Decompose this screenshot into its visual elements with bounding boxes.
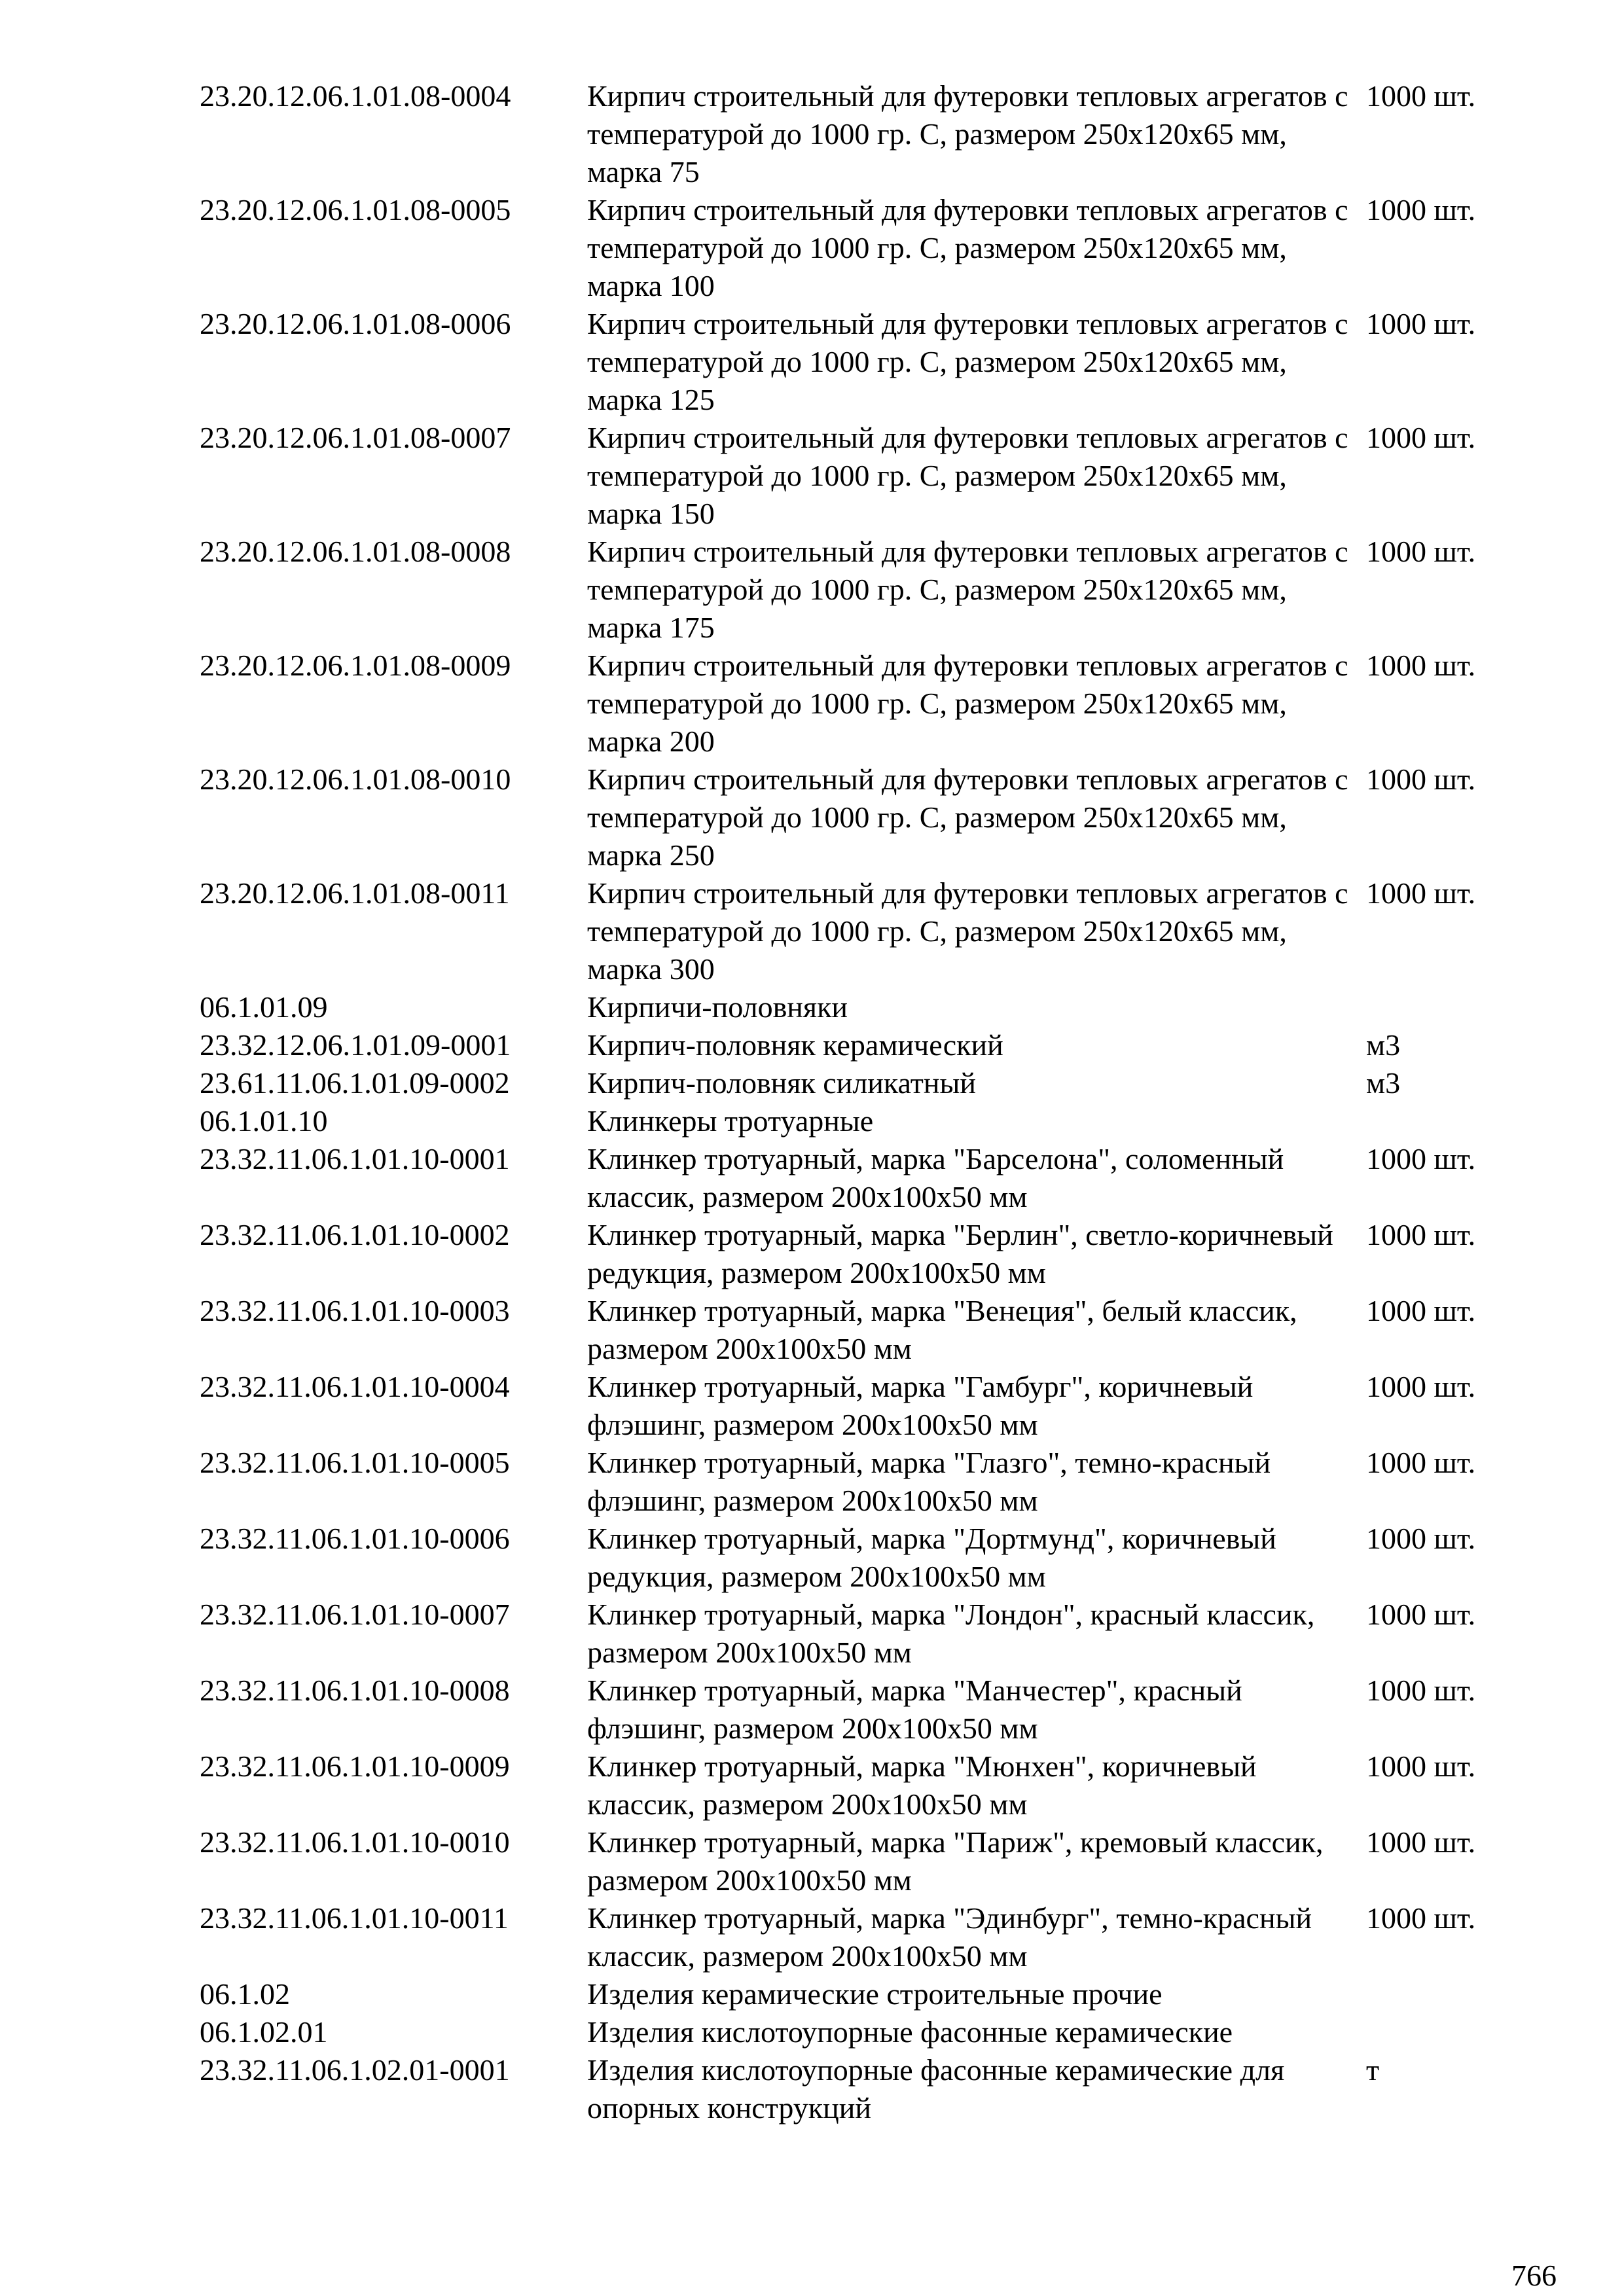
list-item (200, 533, 1502, 647)
list-item (200, 988, 1502, 1026)
item-code: 06.1.01.10 (200, 1104, 328, 1138)
item-unit: 1000 шт. (1366, 1370, 1476, 1403)
item-code: 23.32.11.06.1.01.10-0008 (200, 1674, 510, 1707)
item-name: Клинкер тротуарный, марка "Лондон", красный классик, размером 200х100х50 мм (587, 1598, 1315, 1669)
item-unit: 1000 шт. (1366, 421, 1476, 454)
item-code: 23.32.11.06.1.01.10-0002 (200, 1218, 510, 1251)
item-unit: 1000 шт. (1366, 1142, 1476, 1175)
item-code: 23.20.12.06.1.01.08-0010 (200, 762, 511, 796)
item-code: 23.32.11.06.1.01.10-0005 (200, 1446, 510, 1479)
item-name: Кирпич строительный для футеровки тепловых агрегатов с температурой до 1000 гр. С, размером 250х120х65 мм, марка 250 (587, 762, 1348, 872)
item-code: 23.32.11.06.1.01.10-0009 (200, 1749, 510, 1783)
item-name: Кирпич строительный для футеровки тепловых агрегатов с температурой до 1000 гр. С, размером 250х120х65 мм, марка 125 (587, 307, 1348, 416)
item-unit: 1000 шт. (1366, 1749, 1476, 1783)
item-code: 06.1.01.09 (200, 990, 328, 1024)
material-list (200, 77, 1502, 2127)
item-name: Изделия кислотоупорные фасонные керамические (587, 2015, 1233, 2049)
item-code: 23.32.11.06.1.01.10-0004 (200, 1370, 510, 1403)
item-code: 23.32.11.06.1.01.10-0007 (200, 1598, 510, 1631)
item-name: Клинкер тротуарный, марка "Глазго", темно-красный флэшинг, размером 200х100х50 мм (587, 1446, 1271, 1517)
item-code: 23.32.11.06.1.01.10-0003 (200, 1294, 510, 1327)
item-name: Клинкер тротуарный, марка "Париж", кремовый классик, размером 200х100х50 мм (587, 1825, 1324, 1897)
list-item (200, 1823, 1502, 1899)
list-item (200, 1899, 1502, 1975)
item-unit: 1000 шт. (1366, 535, 1476, 568)
list-item (200, 874, 1502, 988)
item-name: Кирпичи-половняки (587, 990, 848, 1024)
item-code: 23.32.11.06.1.01.10-0001 (200, 1142, 510, 1175)
item-unit: 1000 шт. (1366, 1218, 1476, 1251)
item-code: 23.32.11.06.1.01.10-0006 (200, 1522, 510, 1555)
list-item (200, 77, 1502, 191)
item-unit: м3 (1366, 1066, 1401, 1100)
item-unit: 1000 шт. (1366, 1674, 1476, 1707)
item-code: 23.20.12.06.1.01.08-0009 (200, 649, 511, 682)
item-name: Клинкер тротуарный, марка "Барселона", соломенный классик, размером 200х100х50 мм (587, 1142, 1284, 1213)
item-unit: 1000 шт. (1366, 1294, 1476, 1327)
item-code: 23.20.12.06.1.01.08-0008 (200, 535, 511, 568)
item-name: Клинкер тротуарный, марка "Венеция", белый классик, размером 200х100х50 мм (587, 1294, 1297, 1365)
item-name: Клинкер тротуарный, марка "Дортмунд", коричневый редукция, размером 200х100х50 мм (587, 1522, 1276, 1593)
item-code: 23.20.12.06.1.01.08-0006 (200, 307, 511, 340)
list-item (200, 1026, 1502, 1064)
item-unit: 1000 шт. (1366, 1825, 1476, 1859)
list-item (200, 1748, 1502, 1823)
item-name: Кирпич строительный для футеровки тепловых агрегатов с температурой до 1000 гр. С, размером 250х120х65 мм, марка 300 (587, 876, 1348, 986)
list-item (200, 2051, 1502, 2127)
item-unit: 1000 шт. (1366, 1446, 1476, 1479)
list-item (200, 2013, 1502, 2051)
item-unit: 1000 шт. (1366, 1598, 1476, 1631)
list-item (200, 1444, 1502, 1520)
list-item (200, 1140, 1502, 1216)
item-unit: м3 (1366, 1028, 1401, 1062)
item-unit: 1000 шт. (1366, 79, 1476, 113)
list-item (200, 305, 1502, 419)
item-code: 23.20.12.06.1.01.08-0011 (200, 876, 510, 910)
item-code: 06.1.02 (200, 1977, 290, 2011)
item-code: 23.61.11.06.1.01.09-0002 (200, 1066, 510, 1100)
item-code: 23.20.12.06.1.01.08-0007 (200, 421, 511, 454)
item-code: 23.20.12.06.1.01.08-0004 (200, 79, 511, 113)
item-name: Кирпич строительный для футеровки тепловых агрегатов с температурой до 1000 гр. С, размером 250х120х65 мм, марка 100 (587, 193, 1348, 302)
list-item (200, 1064, 1502, 1102)
list-item (200, 419, 1502, 533)
item-code: 23.32.12.06.1.01.09-0001 (200, 1028, 511, 1062)
list-item (200, 1975, 1502, 2013)
item-unit: 1000 шт. (1366, 649, 1476, 682)
page-number: 766 (1511, 2259, 1557, 2292)
list-item (200, 1596, 1502, 1672)
item-name: Кирпич строительный для футеровки тепловых агрегатов с температурой до 1000 гр. С, размером 250х120х65 мм, марка 200 (587, 649, 1348, 758)
item-unit: 1000 шт. (1366, 762, 1476, 796)
item-code: 23.32.11.06.1.01.10-0010 (200, 1825, 510, 1859)
item-name: Клинкер тротуарный, марка "Мюнхен", коричневый классик, размером 200х100х50 мм (587, 1749, 1257, 1821)
item-name: Изделия кислотоупорные фасонные керамические для опорных конструкций (587, 2053, 1285, 2125)
list-item (200, 1102, 1502, 1140)
item-unit: 1000 шт. (1366, 193, 1476, 226)
list-item (200, 1520, 1502, 1596)
item-name: Клинкер тротуарный, марка "Гамбург", коричневый флэшинг, размером 200х100х50 мм (587, 1370, 1254, 1441)
list-item (200, 1216, 1502, 1292)
list-item (200, 1292, 1502, 1368)
list-item (200, 647, 1502, 761)
item-code: 23.20.12.06.1.01.08-0005 (200, 193, 511, 226)
item-unit: т (1366, 2053, 1380, 2087)
item-name: Клинкер тротуарный, марка "Эдинбург", темно-красный классик, размером 200х100х50 мм (587, 1901, 1312, 1973)
item-name: Кирпич-половняк силикатный (587, 1066, 977, 1100)
item-unit: 1000 шт. (1366, 307, 1476, 340)
list-item (200, 761, 1502, 874)
item-unit: 1000 шт. (1366, 1522, 1476, 1555)
item-code: 06.1.02.01 (200, 2015, 328, 2049)
item-name: Изделия керамические строительные прочие (587, 1977, 1163, 2011)
item-name: Кирпич строительный для футеровки тепловых агрегатов с температурой до 1000 гр. С, размером 250х120х65 мм, марка 175 (587, 535, 1348, 644)
item-code: 23.32.11.06.1.01.10-0011 (200, 1901, 509, 1935)
item-name: Кирпич строительный для футеровки тепловых агрегатов с температурой до 1000 гр. С, размером 250х120х65 мм, марка 150 (587, 421, 1348, 530)
item-unit: 1000 шт. (1366, 1901, 1476, 1935)
item-name: Клинкер тротуарный, марка "Берлин", светло-коричневый редукция, размером 200х100х50 мм (587, 1218, 1333, 1289)
item-unit: 1000 шт. (1366, 876, 1476, 910)
item-name: Кирпич-половняк керамический (587, 1028, 1003, 1062)
list-item (200, 1672, 1502, 1748)
item-name: Клинкер тротуарный, марка "Манчестер", красный флэшинг, размером 200х100х50 мм (587, 1674, 1242, 1745)
list-item (200, 191, 1502, 305)
item-name: Кирпич строительный для футеровки тепловых агрегатов с температурой до 1000 гр. С, размером 250х120х65 мм, марка 75 (587, 79, 1348, 188)
list-item (200, 1368, 1502, 1444)
item-code: 23.32.11.06.1.02.01-0001 (200, 2053, 510, 2087)
item-name: Клинкеры тротуарные (587, 1104, 874, 1138)
